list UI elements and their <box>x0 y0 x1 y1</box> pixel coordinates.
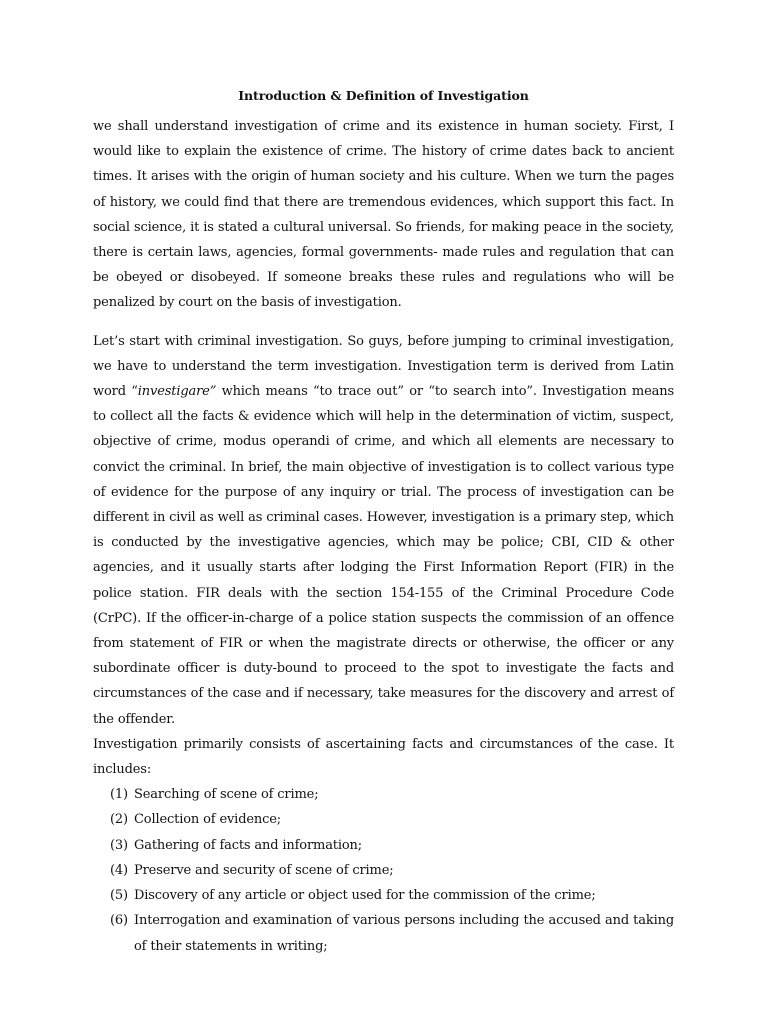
paragraph-2-text-after: which means “to trace out” or “to search into”. Investigation means to collect all the facts & evidence which will help in the determination of victim, suspect, objective of crime, modus operandi of crime, and which all elements are necessary to convict the criminal. In brief, the main objective of investigation is to collect various type of evidence for the purpose of any inquiry or trial. The process of investigation can be different in civil as well as criminal cases. However, investigation is a primary step, which is conducted by the investigative agencies, which may be police; CBI, CID & other agencies, and it usually starts after lodging the First Information Report (FIR) in the police station. FIR deals with the section 154-155 of the Criminal Procedure Code (CrPC). If the officer-in-charge of a police station suspects the commission of an offence from statement of FIR or when the magistrate directs or otherwise, the officer or any subordinate officer is duty-bound to proceed to the spot to investigate the facts and circumstances of the case and if necessary, take measures for the discovery and arrest of the offender. <box>93 384 674 727</box>
list-item <box>93 782 674 807</box>
list-item-number: (5) <box>110 888 128 904</box>
list-item-text: Searching of scene of crime; <box>134 787 319 803</box>
paragraph-includes: Investigation primarily consists of ascertaining facts and circumstances of the case. It includes: <box>93 736 674 778</box>
paragraph-2-text-before: Let’s start with criminal investigation. So guys, before jumping to criminal investigation, we have to understand the term investigation. Investigation term is derived from Latin word “ <box>93 333 674 400</box>
latin-term: investigare” <box>137 384 217 400</box>
paragraph-crime-existence: we shall understand investigation of crime and its existence in human society. First, I would like to explain the existence of crime. The history of crime dates back to ancient times. It arises with the origin of human society and his culture. When we turn the pages of history, we could find that there are tremendous evidences, which support this fact. In social science, it is stated a cultural universal. So friends, for making peace in the society, there is certain laws, agencies, formal governments- made rules and regulation that can be obeyed or disobeyed. If someone breaks these rules and regulations who will be penalized by court on the basis of investigation. <box>93 119 674 311</box>
list-item-number: (2) <box>110 812 128 828</box>
list-item-number: (1) <box>110 787 128 803</box>
list-item-number: (6) <box>110 913 128 929</box>
list-item-text: Discovery of any article or object used for the commission of the crime; <box>134 888 596 904</box>
list-item-text: Interrogation and examination of various persons including the accused and taking of their statements in writing; <box>134 913 674 954</box>
list-item <box>93 908 674 958</box>
list-item <box>93 858 674 883</box>
paragraph-criminal-investigation <box>93 329 674 732</box>
list-item-text: Gathering of facts and information; <box>134 837 363 853</box>
list-item-text: Preserve and security of scene of crime; <box>134 862 394 878</box>
list-item-number: (4) <box>110 862 128 878</box>
investigation-steps-list <box>93 782 674 958</box>
list-item <box>93 807 674 832</box>
list-item <box>93 883 674 908</box>
document-title: Introduction & Definition of Investigation <box>238 88 529 103</box>
list-item-number: (3) <box>110 837 128 853</box>
list-item-text: Collection of evidence; <box>134 812 282 828</box>
list-item <box>93 833 674 858</box>
